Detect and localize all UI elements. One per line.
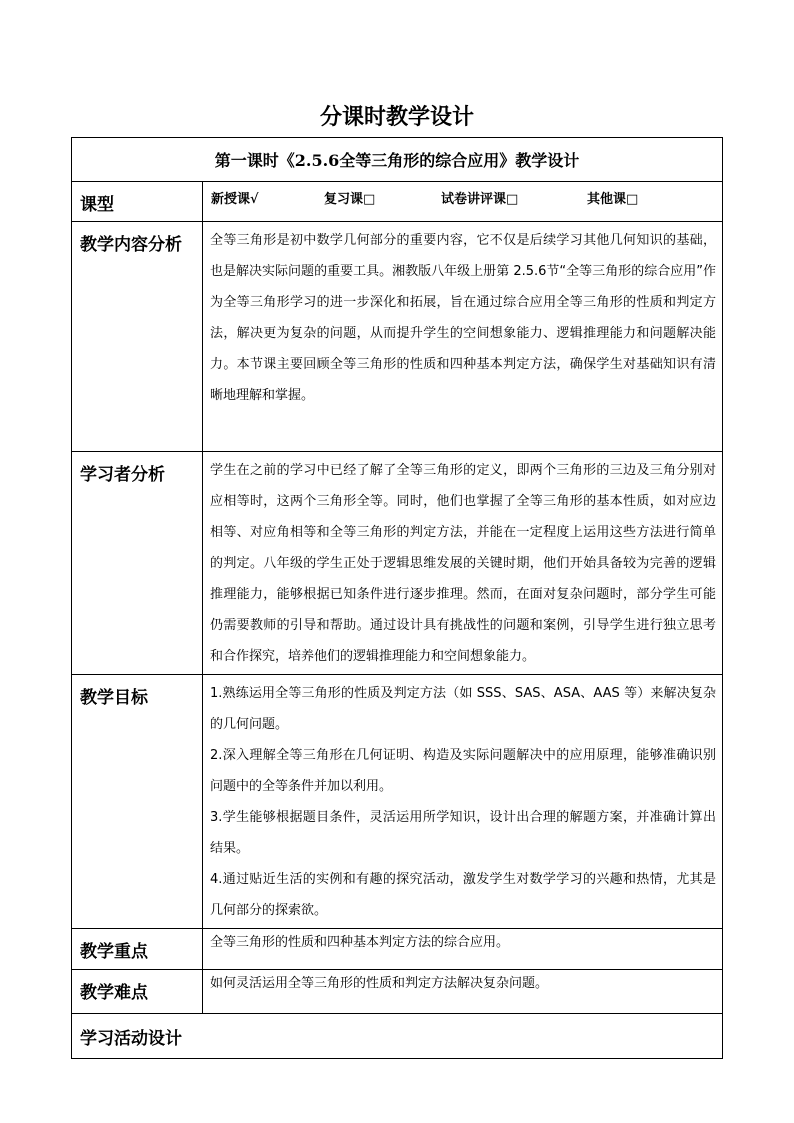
difficulties-text: 如何灵活运用全等三角形的性质和判定方法解决复杂问题。 (203, 970, 723, 1014)
lesson-type-row (72, 182, 723, 222)
key-points-text: 全等三角形的性质和四种基本判定方法的综合应用。 (203, 929, 723, 970)
lesson-type-exam-review: 试卷讲评课□ (441, 192, 519, 207)
key-points-label: 教学重点 (72, 929, 203, 970)
lesson-type-review: 复习课□ (324, 192, 376, 207)
objectives-label: 教学目标 (72, 675, 203, 929)
lesson-type-label: 课型 (72, 182, 203, 222)
lesson-title-row (72, 138, 723, 182)
objectives-row (72, 675, 723, 929)
key-points-row (72, 929, 723, 970)
difficulties-row (72, 970, 723, 1014)
activity-design-row (72, 1014, 723, 1059)
difficulties-label: 教学难点 (72, 970, 203, 1014)
learner-analysis-row (72, 452, 723, 675)
content-analysis-text: 全等三角形是初中数学几何部分的重要内容，它不仅是后续学习其他几何知识的基础，也是解决实际问题的重要工具。湘教版八年级上册第 2.5.6节“全等三角形的综合应用”作为全等三角形学习的进一步深化和拓展，旨在通过综合应用全等三角形的性质和判定方法，解决更为复杂的问题，从而提升学生的空间想象能力、逻辑推理能力和问题解决能力。本节课主要回顾全等三角形的性质和四种基本判定方法，确保学生对基础知识有清晰地理解和掌握。 (203, 222, 723, 452)
lesson-type-options (203, 182, 723, 222)
objective-item: 2.深入理解全等三角形在几何证明、构造及实际问题解决中的应用原理，能够准确识别问题中的全等条件并加以利用。 (210, 748, 717, 794)
content-analysis-row (72, 222, 723, 452)
activity-design-label: 学习活动设计 (72, 1014, 723, 1059)
learner-analysis-text: 学生在之前的学习中已经了解了全等三角形的定义，即两个三角形的三边及三角分别对应相等时，这两个三角形全等。同时，他们也掌握了全等三角形的基本性质，如对应边相等、对应角相等和全等三角形的判定方法，并能在一定程度上运用这些方法进行简单的判定。八年级的学生正处于逻辑思维发展的关键时期，他们开始具备较为完善的逻辑推理能力，能够根据已知条件进行逐步推理。然而，在面对复杂问题时，部分学生可能仍需要教师的引导和帮助。通过设计具有挑战性的问题和案例，引导学生进行独立思考和合作探究，培养他们的逻辑推理能力和空间想象能力。 (203, 452, 723, 675)
lesson-plan-table (71, 137, 723, 1059)
objective-item: 3.学生能够根据题目条件，灵活运用所学知识，设计出合理的解题方案，并准确计算出结果。 (210, 810, 717, 856)
content-analysis-label: 教学内容分析 (72, 222, 203, 452)
lesson-type-other: 其他课□ (587, 192, 639, 207)
lesson-type-new: 新授课√ (211, 192, 259, 207)
objective-item: 4.通过贴近生活的实例和有趣的探究活动，激发学生对数学学习的兴趣和热情，尤其是几何部分的探索欲。 (210, 872, 717, 918)
objectives-list (203, 675, 723, 929)
learner-analysis-label: 学习者分析 (72, 452, 203, 675)
page-title: 分课时教学设计 (319, 104, 474, 130)
objective-item: 1.熟练运用全等三角形的性质及判定方法（如 SSS、SAS、ASA、AAS 等）来解决复杂的几何问题。 (210, 686, 717, 732)
lesson-title: 第一课时《2.5.6全等三角形的综合应用》教学设计 (72, 138, 723, 182)
